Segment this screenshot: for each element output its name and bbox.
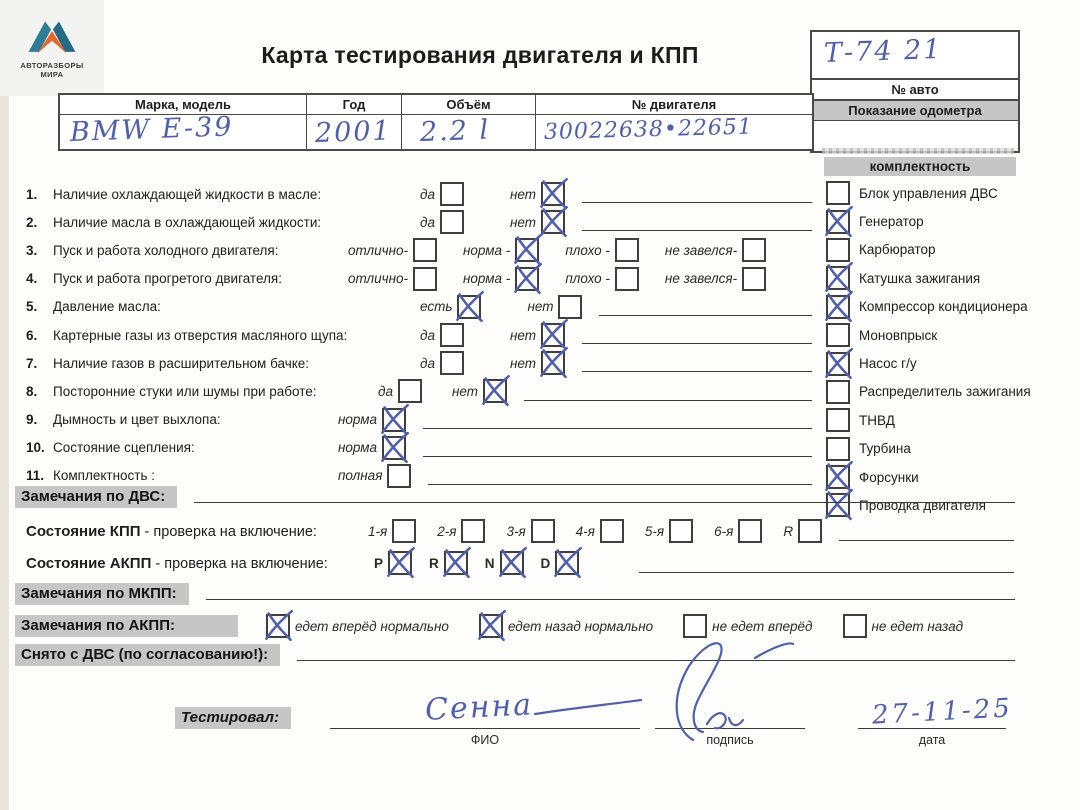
col-make-model: Марка, модель [60,95,307,115]
option-label: нет [451,383,479,399]
option-label: не едет вперёд [712,618,813,634]
checklist-row-label-area [26,299,420,314]
checkbox [742,238,766,262]
checklist-row-label: Наличие газов в расширительном бачке: [53,355,310,371]
checklist-row-number: 9. [26,412,38,428]
option-labelfirst [420,323,464,347]
vehicle-table [58,93,814,151]
checkbox [826,181,850,205]
option-labelfirst [463,238,539,262]
checklist-row-label: Картерные газы из отверстия масляного щупа: [53,327,348,343]
option-label: 3-я [506,523,526,539]
akpp-notes-options [266,614,963,638]
option-labelfirst [374,551,412,575]
checklist-row-label: Состояние сцепления: [53,440,195,456]
checklist-row [26,208,812,236]
option-label: 6-я [714,523,734,539]
option-label: N [484,555,495,571]
equipment-item [826,349,1078,377]
year-handwritten: 2001 [314,115,393,149]
kpp-label-bold: Состояние КПП [26,522,141,540]
option-labelfirst [527,295,582,319]
mkpp-notes-line [206,598,1015,600]
checkbox [413,267,437,291]
checklist-row-label-area [26,468,338,483]
option-labelfirst [506,519,554,543]
checkbox-checked [541,323,565,347]
checklist-row-options [348,267,766,291]
fio-handwritten: Сенна [424,687,534,728]
handwritten-x-mark [479,374,512,407]
odometer-value-cell [812,120,1018,151]
option-label: едет назад нормально [507,618,654,634]
checkbox-checked [541,210,565,234]
logo-line1: АВТОРАЗБОРЫ [20,60,84,70]
handwritten-x-mark [453,290,486,323]
akpp-options [374,551,579,575]
option-labelfirst [485,551,524,575]
handwritten-x-mark [551,546,584,579]
option-label: да [420,355,435,371]
option-label: нет [527,299,554,315]
equipment-header: комплектность [824,157,1016,176]
logo-m-icon [26,17,78,59]
handwritten-x-mark [537,346,570,379]
equipment-item-label: Форсунки [859,469,919,485]
equipment-item-label: Турбина [859,441,911,457]
option-labelfirst [463,267,539,291]
checklist-row-number: 3. [26,242,38,258]
equipment-item-label: Моновпрыск [859,327,938,343]
checkbox-checked [500,551,524,575]
vehicle-table-header-row [60,95,812,115]
checkbox [398,379,422,403]
vehicle-table-value-row [60,111,812,149]
checklist-row-label-area [26,328,420,343]
equipment-item-label: Насос г/у [859,356,917,372]
option-label: нет [509,214,537,230]
car-number-label: № авто [812,78,1018,99]
option-label: есть [420,299,453,315]
equipment-item [826,207,1078,235]
checklist-row-number: 8. [26,383,38,399]
checkbox [600,519,624,543]
car-number-cell [812,32,1018,78]
option-labelfirst [437,519,485,543]
checkbox-checked [382,436,406,460]
option-label: 5-я [644,523,665,539]
col-year: Год [307,95,402,115]
checkbox [683,614,707,638]
checklist-row [26,236,812,264]
fio-caption: ФИО [470,733,500,747]
option-label: D [540,555,551,571]
signature-caption: подпись [706,733,754,747]
checkbox [558,295,582,319]
option-labelfirst [338,436,406,460]
handwritten-x-mark [475,609,508,642]
checklist-row-number: 1. [26,186,38,202]
checklist-row-label: Пуск и работа прогретого двигателя: [53,271,282,287]
option-labelfirst [420,295,481,319]
checkbox [738,519,762,543]
checkbox-checked [541,351,565,375]
checkbox-checked [541,182,565,206]
checklist-row-label: Комплектность : [53,468,156,484]
engine-number-cell [536,115,812,149]
checklist-row-options [338,408,406,432]
akpp-notes-row [15,610,1015,642]
form-title: Карта тестирования двигателя и КПП [261,42,699,68]
checkbox [440,323,464,347]
checklist-row-label-area [26,412,338,427]
option-label: плохо - [565,271,610,287]
decor-stripe [822,148,1014,154]
checklist-row-label-area [26,187,420,202]
option-labelfirst [338,464,411,488]
checkbox [826,323,850,347]
option-labelfirst [368,519,416,543]
handwritten-x-mark [511,262,544,295]
checkbox [826,238,850,262]
option-label: норма - [463,271,511,287]
option-boxfirst [683,614,812,638]
equipment-item [826,264,1078,292]
checklist-row-number: 7. [26,355,38,371]
dvs-notes-label: Замечания по ДВС: [15,486,177,508]
option-label: 4-я [575,523,595,539]
akpp-row [26,548,1014,578]
option-labelfirst [714,519,762,543]
checklist-row-options [420,210,565,234]
checklist-row-label: Давление масла: [53,299,161,315]
checklist-row [26,265,812,293]
checklist-row-label-area [26,215,420,230]
checkbox-checked [826,210,850,234]
option-labelfirst [541,551,580,575]
checklist-row-options [378,379,507,403]
option-labelfirst [565,238,639,262]
option-label: норма [338,440,378,456]
option-label: норма [338,412,378,428]
kpp-label-rest: - проверка на включение: [140,523,317,540]
equipment-item-label: Катушка зажигания [859,270,981,286]
option-label: 1-я [368,523,388,539]
option-boxfirst [843,614,964,638]
logo-text [20,61,83,80]
checklist-row [26,377,812,405]
checkbox [615,238,639,262]
equipment-item-label: ТНВД [859,412,895,428]
option-labelfirst [576,519,624,543]
volume-handwritten: 2.2 l [419,114,491,148]
checklist-row-label-area [26,356,420,371]
checkbox-checked [382,408,406,432]
blank-line [582,342,812,344]
company-logo-block [0,0,104,96]
option-labelfirst [665,267,766,291]
checklist-row [26,293,812,321]
option-boxfirst [479,614,653,638]
option-labelfirst [429,551,468,575]
checkbox [742,267,766,291]
checkbox-checked [826,266,850,290]
checklist-row-number: 4. [26,271,38,287]
option-label: норма - [463,242,511,258]
checkbox [615,267,639,291]
option-label: да [420,214,435,230]
option-labelfirst [338,408,406,432]
checkbox [440,351,464,375]
option-label: полная [338,468,383,484]
akpp-line [639,571,1014,573]
equipment-item-label: Компрессор кондиционера [859,299,1028,315]
equipment-item-label: Распределитель зажигания [859,384,1031,400]
checklist-row [26,180,812,208]
fio-line [330,727,640,729]
checkbox-checked [555,551,579,575]
checklist-row-label: Наличие масла в охлаждающей жидкости: [53,214,322,230]
checklist-row-number: 2. [26,214,38,230]
kpp-row [26,516,1014,546]
make-model-cell [60,111,307,149]
col-volume: Объём [402,95,536,115]
checkbox-checked [479,614,503,638]
option-labelfirst [420,351,464,375]
option-label: R [429,555,439,571]
col-engine-number: № двигателя [536,95,812,115]
option-label: нет [509,327,537,343]
akpp-label [26,555,374,572]
checkbox [461,519,485,543]
equipment-item [826,406,1078,434]
checklist-row-label-area [26,243,348,258]
removed-label: Снято с ДВС (по согласованию!): [15,644,280,666]
option-label: отлично- [348,271,408,287]
option-label: R [783,523,794,539]
mkpp-notes-row [15,583,1015,605]
checklist [26,180,812,490]
option-label: нет [509,186,537,202]
blank-line [423,427,812,429]
option-labelfirst [510,323,565,347]
blank-line [423,455,812,457]
make-model-handwritten: BMW E-39 [69,111,234,148]
date-caption: дата [918,733,946,747]
checklist-row-number: 6. [26,327,38,343]
checkbox [392,519,416,543]
removed-row [15,644,1015,666]
option-labelfirst [348,238,437,262]
checklist-row-options [348,238,766,262]
scan-edge-shadow [0,92,9,810]
checkbox [440,182,464,206]
checkbox [531,519,555,543]
option-label: не едет назад [871,618,964,634]
handwritten-x-mark [378,431,411,464]
handwritten-x-mark [496,546,529,579]
checkbox [440,210,464,234]
option-label: отлично- [348,242,408,258]
option-labelfirst [420,182,464,206]
checklist-row-options [420,182,565,206]
checkbox-checked [483,379,507,403]
checklist-row-label-area [26,440,338,455]
checkbox-checked [444,551,468,575]
checklist-row-options [420,295,582,319]
checklist-row-label-area [26,384,378,399]
option-labelfirst [645,519,693,543]
option-labelfirst [565,267,639,291]
equipment-item [826,435,1078,463]
kpp-options [368,519,822,543]
option-label: не завелся- [664,242,738,258]
handwritten-x-mark [822,290,855,323]
checkbox [826,380,850,404]
handwritten-x-mark [440,546,473,579]
option-label: едет вперёд нормально [295,618,449,634]
checkbox [798,519,822,543]
checklist-row [26,321,812,349]
tested-label: Тестировал: [175,707,291,729]
option-labelfirst [510,210,565,234]
checkbox [413,238,437,262]
checkbox [826,437,850,461]
checkbox-checked [388,551,412,575]
option-labelfirst [510,182,565,206]
checklist-row-number: 5. [26,299,38,315]
option-label: нет [509,355,537,371]
checklist-row-number: 11. [26,468,45,484]
handwritten-x-mark [262,609,295,642]
option-boxfirst [266,614,449,638]
checklist-row-options [420,351,565,375]
equipment-item [826,236,1078,264]
car-number-box [810,30,1020,153]
checkbox [669,519,693,543]
handwritten-x-mark [822,347,855,380]
akpp-label-rest: - проверка на включение: [151,555,328,572]
option-label: P [374,555,384,571]
blank-line [428,483,812,485]
equipment-list [826,179,1078,520]
option-label: плохо - [565,242,610,258]
option-labelfirst [452,379,507,403]
option-label: да [420,327,435,343]
equipment-item [826,378,1078,406]
checklist-row-options [338,436,406,460]
car-number-handwritten: Т-74 21 [823,33,943,69]
option-label: не завелся- [664,271,738,287]
date-handwritten: 27-11-25 [871,693,1014,731]
mkpp-notes-label: Замечания по МКПП: [15,583,189,605]
blank-line [599,314,812,316]
fio-handwritten-wrap [424,687,643,728]
checklist-row-label: Дымность и цвет выхлопа: [53,412,221,428]
checkbox [826,408,850,432]
equipment-item [826,321,1078,349]
blank-line [582,201,812,203]
logo-line2: МИРА [40,70,64,79]
checklist-row-label: Наличие охлаждающей жидкости в масле: [53,186,322,202]
akpp-label-bold: Состояние АКПП [26,554,152,572]
checklist-row [26,434,812,462]
option-labelfirst [378,379,422,403]
checkbox [843,614,867,638]
odometer-header: Показание одометра [812,99,1018,120]
option-labelfirst [665,238,766,262]
option-label: да [420,186,435,202]
equipment-item-label: Блок управления ДВС [859,185,998,201]
engine-number-handwritten: 30022638•22651 [543,114,754,145]
equipment-item-label: Проводка двигателя [859,497,986,513]
checkbox [387,464,411,488]
checkbox-checked [457,295,481,319]
option-label: 2-я [437,523,457,539]
checklist-row [26,349,812,377]
akpp-notes-label: Замечания по АКПП: [15,615,238,637]
option-labelfirst [420,210,464,234]
equipment-item [826,179,1078,207]
checklist-row-number: 10. [26,440,45,456]
blank-line [582,229,812,231]
blank-line [524,399,812,401]
checklist-row-options [338,464,411,488]
handwritten-x-mark [822,205,855,238]
checklist-row-options [420,323,565,347]
blank-line [582,370,812,372]
handwritten-x-mark [384,546,417,579]
dvs-notes-line [194,501,1015,503]
option-labelfirst [348,267,437,291]
checkbox-checked [826,352,850,376]
checklist-row-label-area [26,271,348,286]
signature-ink [655,636,795,744]
year-cell [307,115,402,149]
dvs-notes-row [15,486,1015,508]
option-labelfirst [510,351,565,375]
checkbox-checked [266,614,290,638]
checkbox-checked [826,295,850,319]
equipment-item [826,293,1078,321]
checklist-row-label: Посторонние стуки или шумы при работе: [53,383,317,399]
equipment-item-label: Генератор [859,214,924,230]
kpp-line [839,539,1014,541]
option-labelfirst [783,519,822,543]
equipment-item-label: Карбюратор [859,242,936,258]
checklist-row-label: Пуск и работа холодного двигателя: [53,242,279,258]
checklist-row [26,406,812,434]
checkbox-checked [515,238,539,262]
option-label: да [378,383,393,399]
kpp-label [26,523,368,540]
checkbox-checked [515,267,539,291]
fio-pen-tail [533,696,643,720]
volume-cell [402,115,536,149]
